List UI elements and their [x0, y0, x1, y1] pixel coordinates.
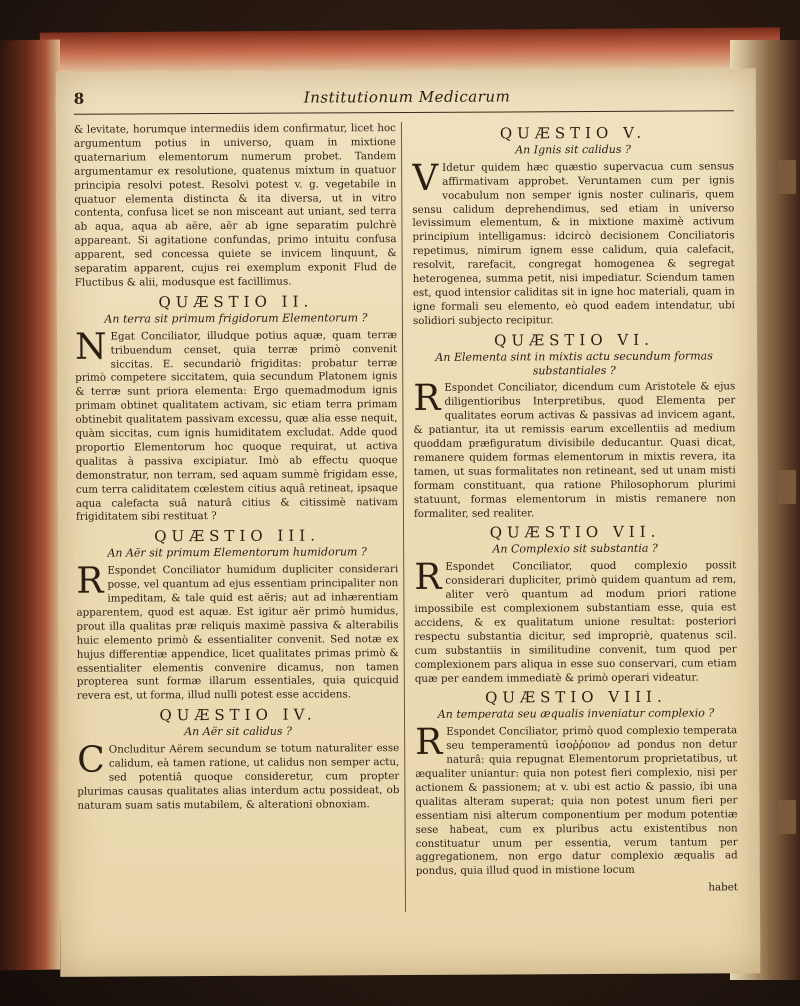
- drop-cap: R: [76, 560, 104, 602]
- question-6-heading: QUÆSTIO VI.: [494, 330, 654, 350]
- left-column: [74, 122, 400, 957]
- question-2-heading: QUÆSTIO II.: [158, 292, 314, 312]
- question-3-heading: QUÆSTIO III.: [154, 526, 321, 546]
- question-7-body: [414, 557, 737, 687]
- question-5-body: [412, 157, 735, 329]
- drop-cap: C: [77, 739, 105, 781]
- question-2-subtitle: An terra sit primum frigidorum Elementorum ?: [104, 310, 368, 326]
- page-tab-marker: [778, 160, 796, 194]
- question-3-text: Espondet Conciliator humidum dupliciter considerari posse, vel quantum ad ejus essentiam principaliter non impeditam, & tale quid est aëris; aut ad inhærentiam apparentem, quod est aquæ. Est igitur aër primò humidus, prout illa qualitas præ reliquis maximè passiva & alterabilis huic elemento primò & essentialiter convenit. Sed notæ ex hujus differentiæ appendice, licet qualitates primas primò & essentialiter elementis convenire dicamus, non tamen propterea sunt formæ illarum essentiales, quia quicquid revera est, ut forma, illud nulli potest esse accidens.: [76, 563, 399, 703]
- catchword: habet: [708, 881, 738, 894]
- drop-cap: V: [412, 157, 439, 199]
- question-3-body: [76, 560, 399, 704]
- drop-cap: N: [74, 326, 107, 368]
- drop-cap: R: [413, 378, 441, 420]
- column-divider: [401, 122, 406, 912]
- question-6-subtitle: An Elementa sint in mixtis actu secundum formas substantiales ?: [435, 348, 713, 377]
- page-tab-marker: [778, 470, 796, 504]
- question-8-text: Espondet Conciliator, primò quod complexio temperata seu temperamentū ἰσοῤῥοπον ad pondus non detur naturâ: quia repugnat Elementorum proprietatibus, ut æqualiter uniantur: quia non potest fieri complexio, nisi per actionem & passionem; at v. ubi est actio & passio, ibi una qualitas alteram superat; quia non potest unum fieri per essentiam nisi alterum componentium per modum potentiæ sese habeat, cum ex pluribus actu existentibus non constituatur unum per essentia, verum tantum per aggregationem, non ergo datur complexio æqualis ad pondus, quia illud quod in mistione locum: [415, 724, 738, 878]
- question-8-body: [415, 722, 738, 880]
- question-4-heading: QUÆSTIO IV.: [159, 705, 317, 725]
- question-5-text: Idetur quidem hæc quæstio supervacua cum sensus affirmativam approbet. Veruntamen cum per ignis vocabulum non semper ignis noster culinaris, quem sensu calidum deprehendimus, sed etiam in universo levissimum elementum, & in mixtione maximè activum principium intelligamus: idcircò decisionem Conciliatoris repetimus, nimirum ignem esse calidum, quia calefacit, resolvit, rarefacit, congregat homogenea & segregat heterogenea, summa petit, nisi impediatur. Sciendum tamen est, quod intensior caliditas sit in igne hoc materiali, quam in igne formali seu elemento, eò quod eadem intendatur, ubi solidiori subjecto recipitur.: [412, 160, 735, 327]
- intro-paragraph: & levitate, horumque intermediis idem confirmatur, licet hoc argumentum potius in universo, quam in mixtione quaternarium elementorum numerum probet. Tandem argumentamur ex resolutione, quatenus mixtum in quatuor principia resolvi potest. Resolvi potest v. g. vegetabile in quatuor elementa distincta & ita diversa, ut in vitro contenta, confusa licet se non misceant aut uniant, sed terra ab aqua, aqua ab aëre, aër ab igne separatim pulchrè appareant. Si agitatione confundas, primo intuitu confusa apparent, sed concessa quiete se invicem linquunt, & separatim apparent, cujus rei exemplum exponit Flud de Fluctibus & alii, modusque est facillimus.: [73, 122, 397, 289]
- right-column: [412, 120, 738, 955]
- question-5-heading: QUÆSTIO V.: [499, 123, 647, 143]
- question-4-subtitle: An Aër sit calidus ?: [184, 724, 292, 739]
- page-tab-marker: [778, 800, 796, 834]
- question-3-subtitle: An Aër sit primum Elementorum humidorum ?: [107, 545, 367, 560]
- question-6-body: [413, 378, 736, 522]
- page-number: 8: [73, 89, 85, 108]
- question-7-text: Espondet Conciliator, quod complexio possit considerari dupliciter, primò quidem quantum ad rem, aliter verò quantum ad modum priori ratione impossibile est complexionem substantiam esse, quia est accidens, & ex qualitatum unione resultat: posteriori respectu substantia dicitur, sed impropriè, quatenus scil. cum substantiis in similitudine convenit, tum quod per complexionem pars aliqua in esse suo conservari, cum etiam quæ per eandem immediatè & primò operari videatur.: [414, 559, 737, 685]
- question-7-subtitle: An Complexio sit substantia ?: [492, 542, 658, 556]
- book-left-edge: [0, 39, 60, 970]
- drop-cap: R: [414, 557, 442, 599]
- question-6-text: Espondet Conciliator, dicendum cum Aristotele & ejus diligentioribus Interpretibus, quod Elementa per qualitates eorum activas & passivas ad invicem agant, & patiantur, ita ut remissis earum excellentiis ad medium quoddam præfiguratum divisibile deducantur. Quasi dicat, remanere quidem formas elementorum in mixtis revera, ita tamen, ut suas formalitates non retineant, sed ut unam misti formam constituant, qua ratione Philosophorum plurimi statuunt, formas elementorum in mistis remanere non formaliter, sed realiter.: [413, 380, 736, 520]
- drop-cap: R: [415, 722, 443, 764]
- question-7-heading: QUÆSTIO VII.: [489, 523, 661, 543]
- question-8-heading: QUÆSTIO VIII.: [485, 688, 667, 708]
- question-2-body: [74, 326, 398, 525]
- running-head: [74, 86, 734, 113]
- question-2-text: Egat Conciliator, illudque potius aquæ, quam terræ tribuendum censet, quia terræ primò convenit siccitas. E. secundariò frigiditas: probatur terræ primò competere siccitatem, quia secundum Platonem ignis & terræ sunt priora elementa: Ergo quemadmodum ignis primam obtinet qualitatem activam, sic etiam terra primam obtinebit qualitatem passivam excessu, quæ alia esse nequit, quàm siccitas, cum ignis humiditatem excludat. Adde quod proportio Elementorum hoc quoque requirat, ut activa qualitas à passiva excipiatur. Imò ab effectu quoque demonstratur, non terram, sed aquam summè frigidam esse, cum terra caliditatem cœlestem citius aquâ retineat, ipsaque aqua calefacta suâ naturâ citius & citissimè nativam frigiditatem sibi restituat ?: [75, 328, 398, 524]
- running-title: Institutionum Medicarum: [303, 87, 511, 107]
- question-8-subtitle: An temperata seu æqualis inveniatur complexio ?: [437, 706, 715, 722]
- question-4-text: Oncluditur Aërem secundum se totum naturaliter esse calidum, eà tamen ratione, ut calidus non semper actu, sed potentiâ quoque consideretur, cum propter plurimas causas qualitates alias interdum actu possideat, ob naturam suam satis mutabilem, & alterationi obnoxiam.: [77, 742, 400, 812]
- question-4-body: [77, 739, 400, 813]
- book-page: [56, 68, 761, 977]
- question-5-subtitle: An Ignis sit calidus ?: [515, 142, 631, 157]
